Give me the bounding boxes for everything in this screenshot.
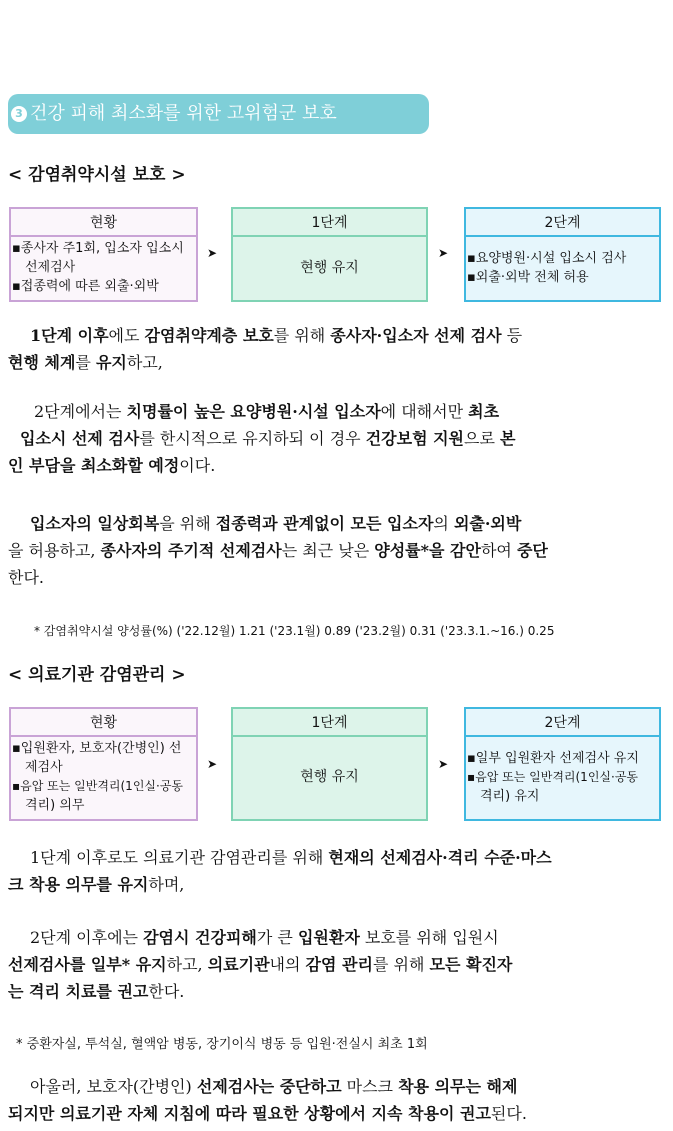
paragraph-outings: 입소자의 일상회복을 위해 접종력과 관계없이 모든 입소자의 외출·외박 을 허용하고, 종사자의 주기적 선제검사는 최근 낮은 양성률*을 감안하여 중단 한다. <box>8 514 548 587</box>
arrow-right-icon: ➤ <box>207 757 218 771</box>
box-item: 격리) 의무 <box>25 798 85 813</box>
circled-number-badge: 3 <box>11 106 27 122</box>
section-banner <box>8 94 429 134</box>
box-item: ▪일부 입원환자 선제검사 유지 <box>467 751 639 766</box>
box-header: 2단계 <box>466 709 659 737</box>
box-header: 2단계 <box>466 209 659 237</box>
paragraph-stage1-medical: 1단계 이후로도 의료기관 감염관리를 위해 현재의 선제검사·격리 수준·마스 크 착용 의무를 유지하며, <box>8 848 552 894</box>
stage1-box <box>231 707 428 821</box>
paragraph-stage2-facilities: 2단계에서는 치명률이 높은 요양병원·시설 입소자에 대해서만 최초 입소시 선제 검사를 한시적으로 유지하되 이 경우 건강보험 지원으로 본 인 부담을 최소화할 예정이다. <box>8 402 516 475</box>
box-header: 현황 <box>11 709 196 737</box>
stage2-box <box>464 707 661 821</box>
stage2-box <box>464 207 661 302</box>
box-header: 현황 <box>11 209 196 237</box>
box-body: 현행 유지 <box>300 260 359 276</box>
section-heading-medical: < 의료기관 감염관리 > <box>8 665 186 685</box>
current-status-box <box>9 207 198 302</box>
section-heading-facilities: < 감염취약시설 보호 > <box>8 165 186 185</box>
box-header: 1단계 <box>233 709 426 737</box>
footnote-positivity-rate: * 감염취약시설 양성률(%) ('22.12월) 1.21 ('23.1월) 0.89 ('23.2월) 0.31 ('23.3.1.~16.) 0.25 <box>34 624 555 638</box>
box-item: ▪외출·외박 전체 허용 <box>467 270 589 285</box>
footnote-admission-test: * 중환자실, 투석실, 혈액암 병동, 장기이식 병동 등 입원·전실시 최초 1회 <box>16 1037 428 1052</box>
current-status-box <box>9 707 198 821</box>
box-item: 제검사 <box>25 760 63 775</box>
box-item: ▪음압 또는 일반격리(1인실·공동 <box>12 779 183 793</box>
box-item: 격리) 유지 <box>480 789 540 804</box>
box-item: ▪요양병원·시설 입소시 검사 <box>467 251 627 266</box>
arrow-right-icon: ➤ <box>438 757 449 771</box>
box-item: ▪종사자 주1회, 입소자 입소시 <box>12 241 184 256</box>
paragraph-stage2-medical: 2단계 이후에는 감염시 건강피해가 큰 입원환자 보호를 위해 입원시 선제검사를 일부* 유지하고, 의료기관내의 감염 관리를 위해 모든 확진자 는 격리 치료를 권고한다. <box>8 928 513 1001</box>
box-header: 1단계 <box>233 209 426 237</box>
box-body: 현행 유지 <box>300 769 359 785</box>
box-item: 선제검사 <box>25 260 76 275</box>
arrow-right-icon: ➤ <box>438 246 449 260</box>
paragraph-guardians: 아울러, 보호자(간병인) 선제검사는 중단하고 마스크 착용 의무는 해제 되지만 의료기관 자체 지침에 따라 필요한 상황에서 지속 착용이 권고된다. <box>8 1077 527 1123</box>
box-item: ▪접종력에 따른 외출·외박 <box>12 279 159 294</box>
banner-title: 건강 피해 최소화를 위한 고위험군 보호 <box>30 103 337 124</box>
arrow-right-icon: ➤ <box>207 246 218 260</box>
stage1-box <box>231 207 428 302</box>
box-item: ▪음압 또는 일반격리(1인실·공동 <box>467 770 638 784</box>
paragraph-stage1-facilities: 1단계 이후에도 감염취약계층 보호를 위해 종사자·입소자 선제 검사 등 현행 체계를 유지하고, <box>8 326 523 372</box>
box-item: ▪입원환자, 보호자(간병인) 선 <box>12 741 182 756</box>
